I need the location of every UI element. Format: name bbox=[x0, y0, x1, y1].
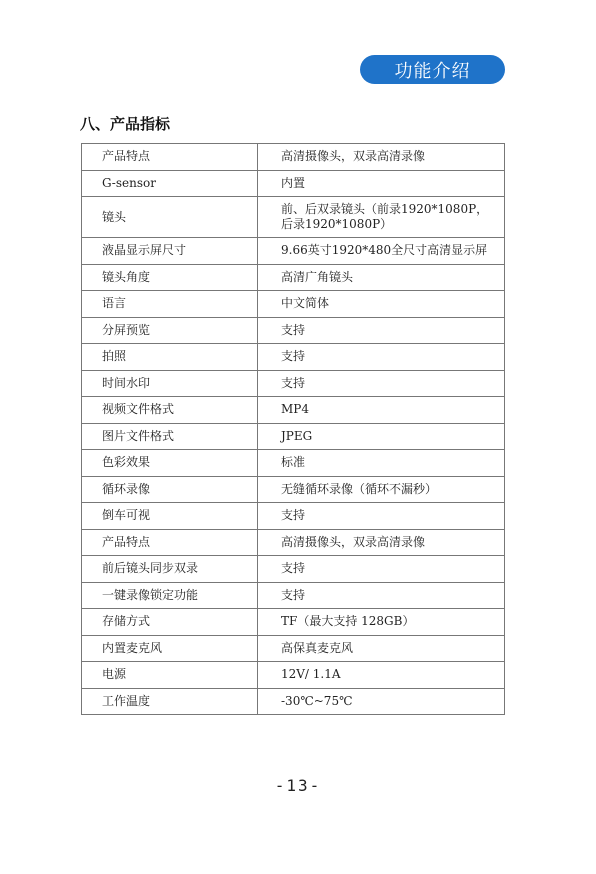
spec-key: 内置麦克风 bbox=[82, 635, 258, 662]
spec-row bbox=[82, 170, 505, 197]
spec-row bbox=[82, 144, 505, 171]
spec-row bbox=[82, 423, 505, 450]
spec-value: TF（最大支持 128GB） bbox=[258, 609, 505, 636]
spec-value: 高保真麦克风 bbox=[258, 635, 505, 662]
spec-value: 支持 bbox=[258, 370, 505, 397]
spec-value: 支持 bbox=[258, 317, 505, 344]
spec-key: 分屏预览 bbox=[82, 317, 258, 344]
spec-row bbox=[82, 397, 505, 424]
spec-row bbox=[82, 450, 505, 477]
spec-value: 支持 bbox=[258, 503, 505, 530]
spec-row bbox=[82, 238, 505, 265]
spec-row bbox=[82, 582, 505, 609]
spec-value: JPEG bbox=[258, 423, 505, 450]
spec-value: 内置 bbox=[258, 170, 505, 197]
spec-key: 存储方式 bbox=[82, 609, 258, 636]
spec-key: 拍照 bbox=[82, 344, 258, 371]
spec-row bbox=[82, 476, 505, 503]
spec-value: 无缝循环录像（循环不漏秒） bbox=[258, 476, 505, 503]
section-title: 八、产品指标 bbox=[80, 115, 171, 133]
spec-value: 支持 bbox=[258, 344, 505, 371]
spec-value: 前、后双录镜头（前录1920*1080P， 后录1920*1080P） bbox=[258, 197, 505, 238]
spec-value: 高清摄像头，双录高清录像 bbox=[258, 529, 505, 556]
spec-row bbox=[82, 688, 505, 715]
spec-row bbox=[82, 317, 505, 344]
section-header-label: 功能介绍 bbox=[394, 60, 471, 82]
spec-value: 高清广角镜头 bbox=[258, 264, 505, 291]
spec-row bbox=[82, 197, 505, 238]
spec-row bbox=[82, 291, 505, 318]
spec-row bbox=[82, 370, 505, 397]
spec-value: 高清摄像头，双录高清录像 bbox=[258, 144, 505, 171]
spec-key: 镜头角度 bbox=[82, 264, 258, 291]
spec-row bbox=[82, 344, 505, 371]
page-number: -13- bbox=[274, 776, 322, 795]
spec-table bbox=[81, 143, 505, 715]
spec-key: 电源 bbox=[82, 662, 258, 689]
spec-value: 中文简体 bbox=[258, 291, 505, 318]
spec-row bbox=[82, 609, 505, 636]
spec-key: 图片文件格式 bbox=[82, 423, 258, 450]
spec-table-body bbox=[82, 144, 505, 715]
spec-key: 倒车可视 bbox=[82, 503, 258, 530]
spec-value: 12V/ 1.1A bbox=[258, 662, 505, 689]
spec-value: 标准 bbox=[258, 450, 505, 477]
spec-key: 语言 bbox=[82, 291, 258, 318]
spec-key: 产品特点 bbox=[82, 144, 258, 171]
spec-key: 产品特点 bbox=[82, 529, 258, 556]
spec-key: 镜头 bbox=[82, 197, 258, 238]
spec-key: 前后镜头同步双录 bbox=[82, 556, 258, 583]
spec-value: MP4 bbox=[258, 397, 505, 424]
spec-key: 液晶显示屏尺寸 bbox=[82, 238, 258, 265]
spec-key: G-sensor bbox=[82, 170, 258, 197]
spec-row bbox=[82, 662, 505, 689]
spec-key: 视频文件格式 bbox=[82, 397, 258, 424]
spec-row bbox=[82, 635, 505, 662]
section-header-badge bbox=[360, 55, 505, 84]
spec-value: 9.66英寸1920*480全尺寸高清显示屏 bbox=[258, 238, 505, 265]
spec-row bbox=[82, 556, 505, 583]
spec-row bbox=[82, 264, 505, 291]
spec-key: 一键录像锁定功能 bbox=[82, 582, 258, 609]
spec-row bbox=[82, 529, 505, 556]
spec-key: 色彩效果 bbox=[82, 450, 258, 477]
spec-value: -30℃~75℃ bbox=[258, 688, 505, 715]
spec-value: 支持 bbox=[258, 582, 505, 609]
spec-key: 循环录像 bbox=[82, 476, 258, 503]
spec-value: 支持 bbox=[258, 556, 505, 583]
spec-key: 时间水印 bbox=[82, 370, 258, 397]
spec-key: 工作温度 bbox=[82, 688, 258, 715]
spec-row bbox=[82, 503, 505, 530]
